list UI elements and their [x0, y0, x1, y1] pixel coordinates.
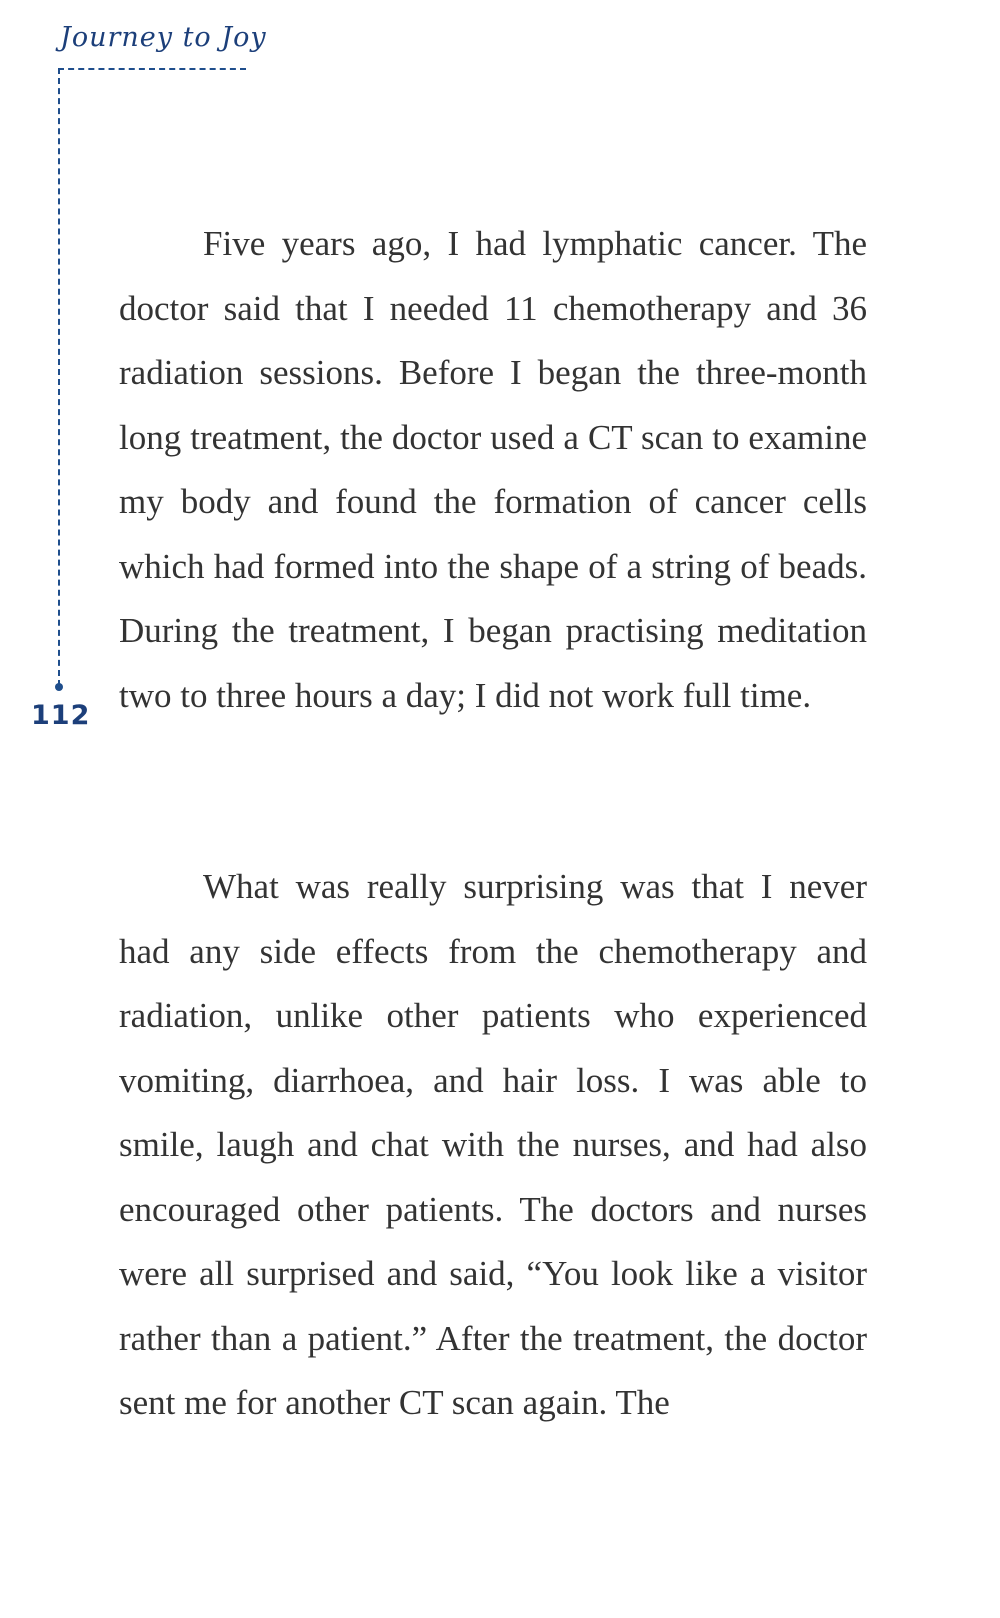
- decorative-guide-horizontal: [58, 68, 246, 70]
- body-paragraph-1: Five years ago, I had lymphatic cancer. The doctor said that I needed 11 chemotherapy and 36 radiation sessions. Before I began the three-month long treatment, the doctor used a CT scan to examine my body and found the formation of cancer cells which had formed into the shape of a string of beads. During the treatment, I began practising meditation two to three hours a day; I did not work full time.: [119, 224, 867, 715]
- body-paragraph-2: What was really surprising was that I never had any side effects from the chemotherapy and radiation, unlike other patients who experienced vomiting, diarrhoea, and hair loss. I was able to smile, laugh and chat with the nurses, and had also encouraged other patients. The doctors and nurses were all surprised and said, “You look like a visitor rather than a patient.” After the treatment, the doctor sent me for another CT scan again. The: [119, 867, 867, 1422]
- decorative-guide-vertical: [58, 68, 60, 686]
- guide-dot-icon: [55, 683, 63, 691]
- page-number: 112: [31, 700, 91, 731]
- running-title: Journey to Joy: [60, 22, 267, 53]
